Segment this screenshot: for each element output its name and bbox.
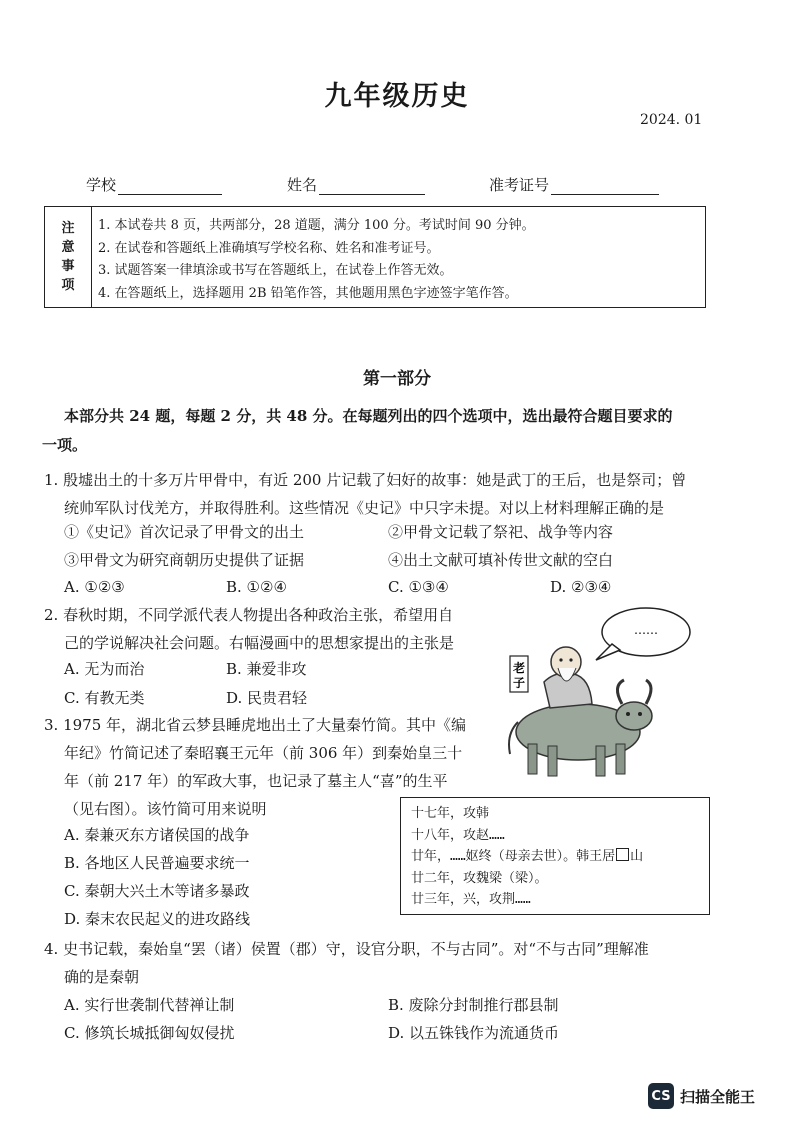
section-intro: 本部分共 24 题，每题 2 分，共 48 分。在每题列出的四个选项中，选出最符合题目要求的 一项。	[42, 407, 673, 454]
q1-option-b[interactable]: B. ①②④	[226, 578, 287, 596]
page-title: 九年级历史	[324, 81, 470, 112]
school-label: 学校	[86, 176, 117, 194]
notice-item: 4. 在答题纸上，选择题用 2B 铅笔作答，其他题用黑色字迹签字笔作答。	[98, 285, 518, 301]
school-field	[86, 174, 222, 195]
q4-option-b[interactable]: B. 废除分封制推行郡县制	[388, 996, 559, 1014]
q2-option-a[interactable]: A. 无为而治	[64, 660, 145, 678]
exam-number-field	[489, 174, 659, 195]
q1-statement-4: ④出土文献可填补传世文献的空白	[388, 551, 614, 569]
notice-box	[44, 206, 706, 308]
q1-statement-3: ③甲骨文为研究商朝历史提供了证据	[64, 551, 305, 569]
q2-option-d[interactable]: D. 民贵君轻	[226, 689, 308, 707]
laozi-cartoon	[500, 604, 700, 784]
scanner-badge	[648, 1083, 755, 1109]
name-blank[interactable]	[319, 178, 425, 195]
exam-date: 2024. 01	[640, 112, 703, 128]
scanner-app-name: 扫描全能王	[680, 1087, 756, 1106]
q1-option-d[interactable]: D. ②③④	[550, 578, 612, 596]
q1-option-a[interactable]: A. ①②③	[64, 578, 125, 596]
name-field	[287, 174, 425, 195]
name-tag-char-2: 子	[512, 676, 526, 690]
name-tag-char-1: 老	[512, 661, 526, 675]
ox-horn	[617, 680, 624, 704]
missing-character-box	[616, 848, 629, 861]
exam-number-label: 准考证号	[489, 176, 550, 194]
question-3-stem: 3. 1975 年，湖北省云梦县睡虎地出土了大量秦竹简。其中《编 年纪》竹简记述了秦昭襄王元年（前 306 年）到秦始皇三十 年（前 217 年）的军政大事，也记录了墓主人“喜”的生平 （见右图）。该竹简可用来说明	[44, 716, 467, 818]
name-label: 姓名	[287, 176, 318, 194]
q2-option-c[interactable]: C. 有教无类	[64, 689, 145, 707]
q4-option-d[interactable]: D. 以五铢钱作为流通货币	[388, 1024, 560, 1042]
question-4-stem: 4. 史书记载，秦始皇“罢（诸）侯置（郡）守，设官分职，不与古同”。对“不与古同”理解准 确的是秦朝	[44, 940, 649, 986]
section-title: 第一部分	[363, 369, 431, 389]
notice-item: 3. 试题答案一律填涂或书写在答题纸上，在试卷上作答无效。	[98, 263, 453, 278]
bamboo-slip-excerpt: 十七年，攻韩 十八年，攻赵…… 廿年，……妪终（母亲去世）。韩王居 山 廿二年，攻魏梁（梁）。 廿三年，兴，攻荆……	[400, 797, 710, 915]
q3-option-b[interactable]: B. 各地区人民普遍要求统一	[64, 854, 250, 872]
q1-statement-2: ②甲骨文记载了祭祀、战争等内容	[388, 523, 614, 541]
q3-option-d[interactable]: D. 秦末农民起义的进攻路线	[64, 910, 251, 928]
q4-option-c[interactable]: C. 修筑长城抵御匈奴侵扰	[64, 1024, 235, 1042]
q1-option-c[interactable]: C. ①③④	[388, 578, 449, 596]
ox-head	[616, 702, 652, 730]
notice-items	[92, 207, 705, 307]
school-blank[interactable]	[118, 178, 222, 195]
q1-statement-1: ①《史记》首次记录了甲骨文的出土	[64, 523, 305, 541]
notice-item: 1. 本试卷共 8 页，共两部分，28 道题，满分 100 分。考试时间 90 分钟。	[98, 218, 535, 233]
q2-option-b[interactable]: B. 兼爱非攻	[226, 660, 307, 678]
bubble-text: ……	[634, 623, 658, 637]
exam-number-blank[interactable]	[551, 178, 659, 195]
q3-option-a[interactable]: A. 秦兼灭东方诸侯国的战争	[64, 826, 250, 844]
notice-item: 2. 在试卷和答题纸上准确填写学校名称、姓名和准考证号。	[98, 240, 440, 256]
q4-option-a[interactable]: A. 实行世袭制代替禅让制	[64, 996, 235, 1014]
scanner-logo-icon: CS	[648, 1083, 674, 1109]
question-1-stem: 1. 殷墟出土的十多万片甲骨中，有近 200 片记载了妇好的故事：她是武丁的王后，也是祭司；曾 统帅军队讨伐羌方，并取得胜利。这些情况《史记》中只字未提。对以上材料理解正确的是	[44, 471, 687, 517]
notice-heading: 注 意 事 项	[45, 207, 92, 307]
question-2-stem: 2. 春秋时期，不同学派代表人物提出各种政治主张，希望用自 己的学说解决社会问题。右幅漫画中的思想家提出的主张是	[44, 606, 455, 652]
q3-option-c[interactable]: C. 秦朝大兴土木等诸多暴政	[64, 882, 250, 900]
